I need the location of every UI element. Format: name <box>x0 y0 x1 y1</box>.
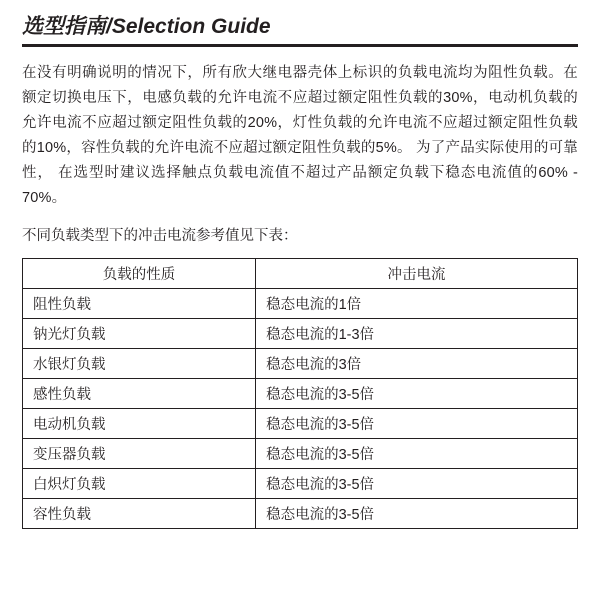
table-row <box>23 499 578 529</box>
intro-paragraph: 在没有明确说明的情况下，所有欣大继电器壳体上标识的负载电流均为阻性负载。在额定切换电压下，电感负载的允许电流不应超过额定阻性负载的30%，电动机负载的允许电流不应超过额定阻性负载的20%，灯性负载的允许电流不应超过额定阻性负载的10%，容性负载的允许电流不应超过额定阻性负载的5%。 为了产品实际使用的可靠性， 在选型时建议选择触点负载电流值不超过产品额定负载下稳态电流值的60% - 70%。 <box>22 65 578 206</box>
table-row <box>23 409 578 439</box>
table-header-cell: 负载的性质 <box>23 259 256 289</box>
inrush-current-table <box>22 258 578 529</box>
table-cell-inrush: 稳态电流的3-5倍 <box>256 499 578 529</box>
table-cell-load-type: 水银灯负载 <box>23 349 256 379</box>
table-row <box>23 319 578 349</box>
table-caption: 不同负载类型下的冲击电流参考值见下表： <box>22 227 298 244</box>
table-row <box>23 349 578 379</box>
table-cell-inrush: 稳态电流的3-5倍 <box>256 379 578 409</box>
table-cell-inrush: 稳态电流的3倍 <box>256 349 578 379</box>
table-header-row <box>23 259 578 289</box>
table-cell-inrush: 稳态电流的3-5倍 <box>256 469 578 499</box>
table-row <box>23 439 578 469</box>
title-block <box>22 14 578 47</box>
table-cell-load-type: 电动机负载 <box>23 409 256 439</box>
table-row <box>23 469 578 499</box>
table-cell-load-type: 变压器负载 <box>23 439 256 469</box>
table-cell-load-type: 白炽灯负载 <box>23 469 256 499</box>
table-cell-inrush: 稳态电流的1-3倍 <box>256 319 578 349</box>
table-cell-load-type: 感性负载 <box>23 379 256 409</box>
page-title: 选型指南/Selection Guide <box>22 15 271 38</box>
table-cell-load-type: 钠光灯负载 <box>23 319 256 349</box>
table-cell-load-type: 阻性负载 <box>23 289 256 319</box>
table-row <box>23 289 578 319</box>
table-cell-load-type: 容性负载 <box>23 499 256 529</box>
table-cell-inrush: 稳态电流的3-5倍 <box>256 409 578 439</box>
table-cell-inrush: 稳态电流的1倍 <box>256 289 578 319</box>
table-cell-inrush: 稳态电流的3-5倍 <box>256 439 578 469</box>
table-header-cell: 冲击电流 <box>256 259 578 289</box>
table-row <box>23 379 578 409</box>
